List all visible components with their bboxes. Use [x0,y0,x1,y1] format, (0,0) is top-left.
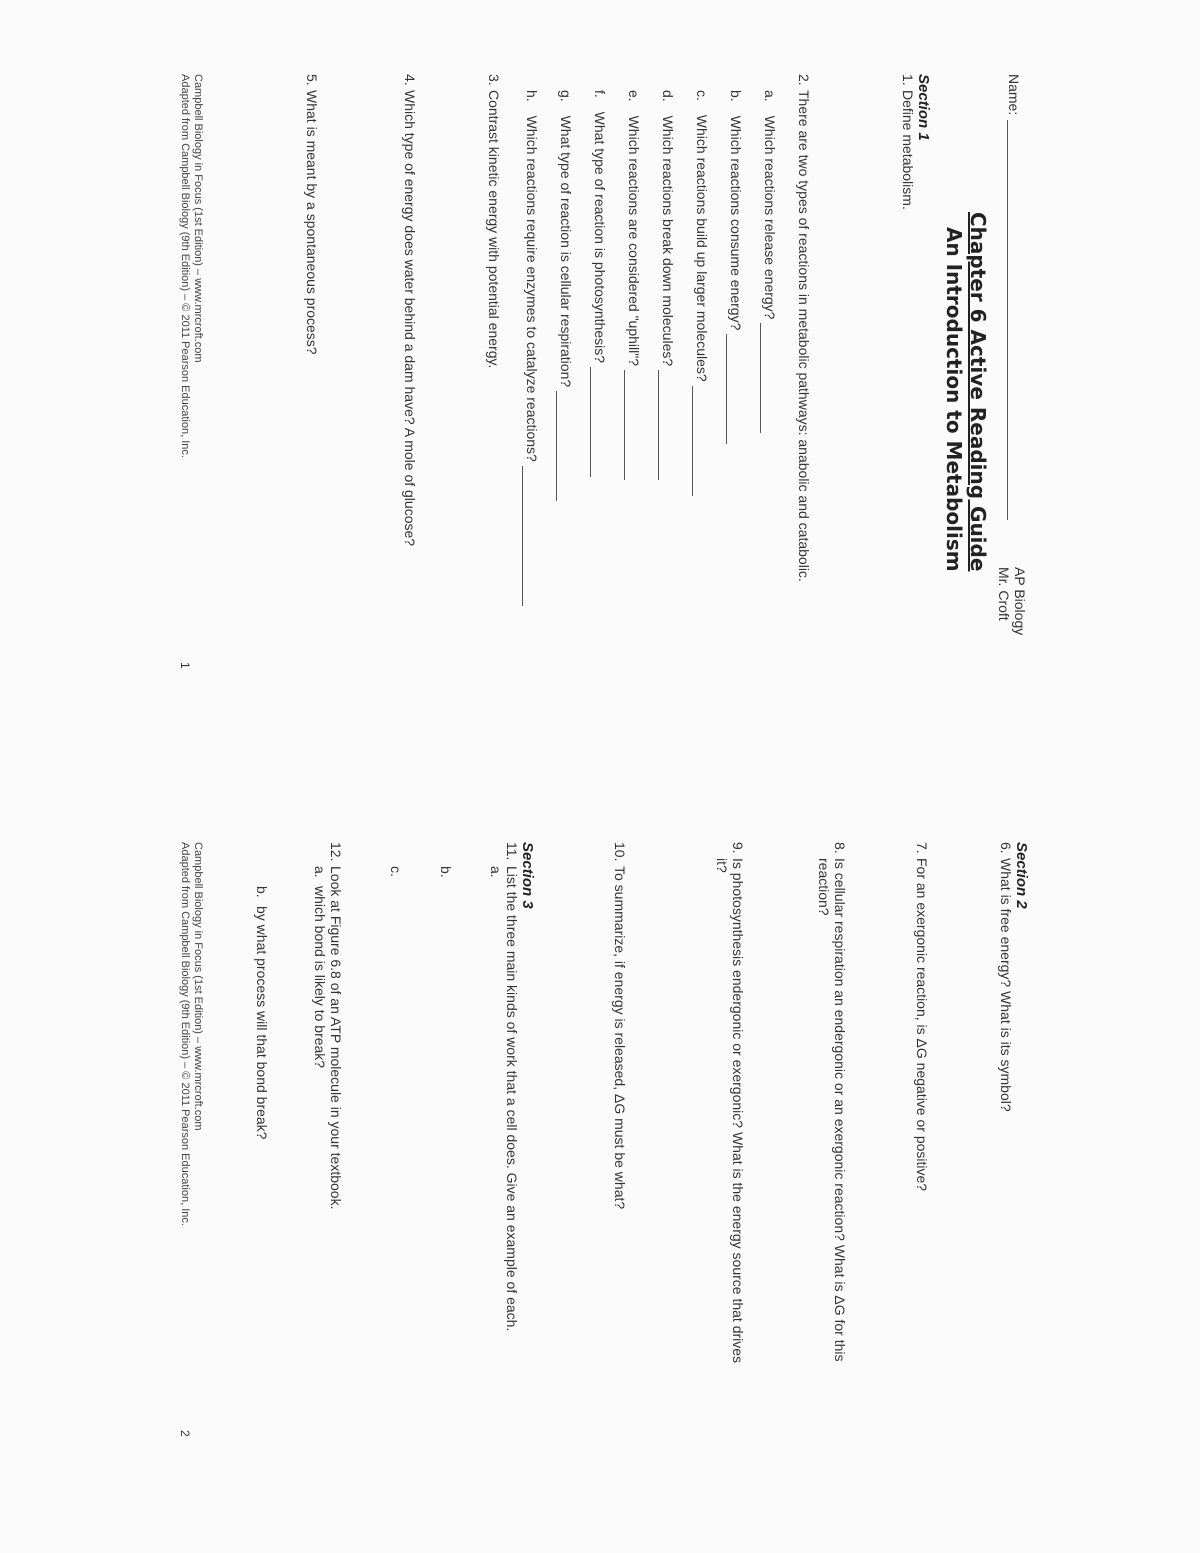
footer-line-1: Campbell Biology in Focus (1st Edition) – www.mrcroft.com [192,74,204,363]
q12-part-a-text: which bond is likely to break? [312,886,328,1069]
q9-text-line-2: it? [714,858,730,873]
q6-number: 6. [998,842,1014,854]
q5-number: 5. [304,74,320,86]
q7-number: 7. [914,842,930,854]
q1-number: 1. [900,74,916,86]
q12-text: Look at Figure 6.8 of an ATP molecule in your textbook. [328,866,344,1210]
q2-part-g: g. What type of reaction is cellular respiration? [557,90,575,501]
q4-number: 4. [402,74,418,86]
q12-number: 12. [328,842,344,862]
q5-text: What is meant by a spontaneous process? [304,90,320,355]
q2-part-d: d. Which reactions break down molecules? [659,90,677,480]
q2-part-a: a. Which reactions release energy? [761,90,779,433]
footer-line-1: Campbell Biology in Focus (1st Edition) – www.mrcroft.com [192,842,204,1131]
q2-part-e: e. Which reactions are considered "uphill"? [625,90,643,480]
answer-blank[interactable] [591,367,606,477]
teacher-label: Mr. Croft [996,567,1012,621]
q11-text: List the three main kinds of work that a cell does. Give an example of each. [504,866,520,1332]
page-number: 2 [178,1430,192,1437]
q9-number: 9. [730,842,746,854]
q11-part-b: b. [438,866,454,878]
section-1-heading: Section 1 [915,74,932,141]
q11-number: 11. [504,842,520,861]
q2-text: There are two types of reactions in metabolic pathways: anabolic and catabolic. [796,90,812,582]
footer [178,842,204,1226]
q8-text-line-1: Is cellular respiration an endergonic or an exergonic reaction? What is ΔG for this [832,858,848,1362]
page-number: 1 [178,662,192,669]
q10-text: To summarize, if energy is released, ΔG must be what? [612,866,628,1210]
name-field[interactable] [1007,120,1022,520]
page-1 [170,62,1030,702]
course-label: AP Biology [1012,567,1028,636]
section-3-heading: Section 3 [519,842,536,909]
q7-text: For an exergonic reaction, is ΔG negative or positive? [914,858,930,1192]
q2-part-b: b. Which reactions consume energy? [727,90,745,444]
q2-part-h: h. Which reactions require enzymes to catalyze reactions? [523,90,541,606]
answer-blank[interactable] [625,370,640,480]
section-2-heading: Section 2 [1013,842,1030,909]
q1-text: Define metabolism. [900,90,916,210]
q4-text: Which type of energy does water behind a dam have? A mole of glucose? [402,90,418,547]
q8-text-line-2: reaction? [816,858,832,916]
q9-text-line-1: Is photosynthesis endergonic or exergonic? What is the energy source that drives [730,858,746,1364]
answer-blank[interactable] [659,370,674,480]
footer [178,74,204,458]
answer-blank[interactable] [693,386,708,496]
q12-part-b-letter: b. [254,886,270,898]
page-2 [170,830,1030,1470]
q8-number: 8. [832,842,848,854]
name-label: Name: [1006,74,1022,116]
page-title: Chapter 6 Active Reading Guide [966,212,990,572]
page-subtitle: An Introduction to Metabolism [942,227,966,572]
footer-line-2: Adapted from Campbell Biology (9th Edition) – © 2011 Pearson Education, Inc. [178,74,191,458]
q6-text: What is free energy? What is its symbol? [998,858,1014,1112]
q2-part-f: f. What type of reaction is photosynthesis? [591,90,609,477]
q2-part-c: c. Which reactions build up larger molecules? [693,90,711,496]
answer-blank[interactable] [727,334,742,444]
footer-line-2: Adapted from Campbell Biology (9th Edition) – © 2011 Pearson Education, Inc. [178,842,191,1226]
q12-part-b-text: by what process will that bond break? [254,906,270,1140]
q11-part-c: c. [388,866,404,877]
answer-blank[interactable] [761,323,776,433]
answer-blank[interactable] [557,391,572,501]
answer-blank[interactable] [523,466,538,606]
q3-text: Contrast kinetic energy with potential energy. [486,90,502,369]
q3-number: 3. [486,74,502,86]
q10-number: 10. [612,842,628,862]
q12-part-a-letter: a. [312,866,328,878]
q2-number: 2. [796,74,812,86]
q11-part-a: a. [488,866,504,878]
